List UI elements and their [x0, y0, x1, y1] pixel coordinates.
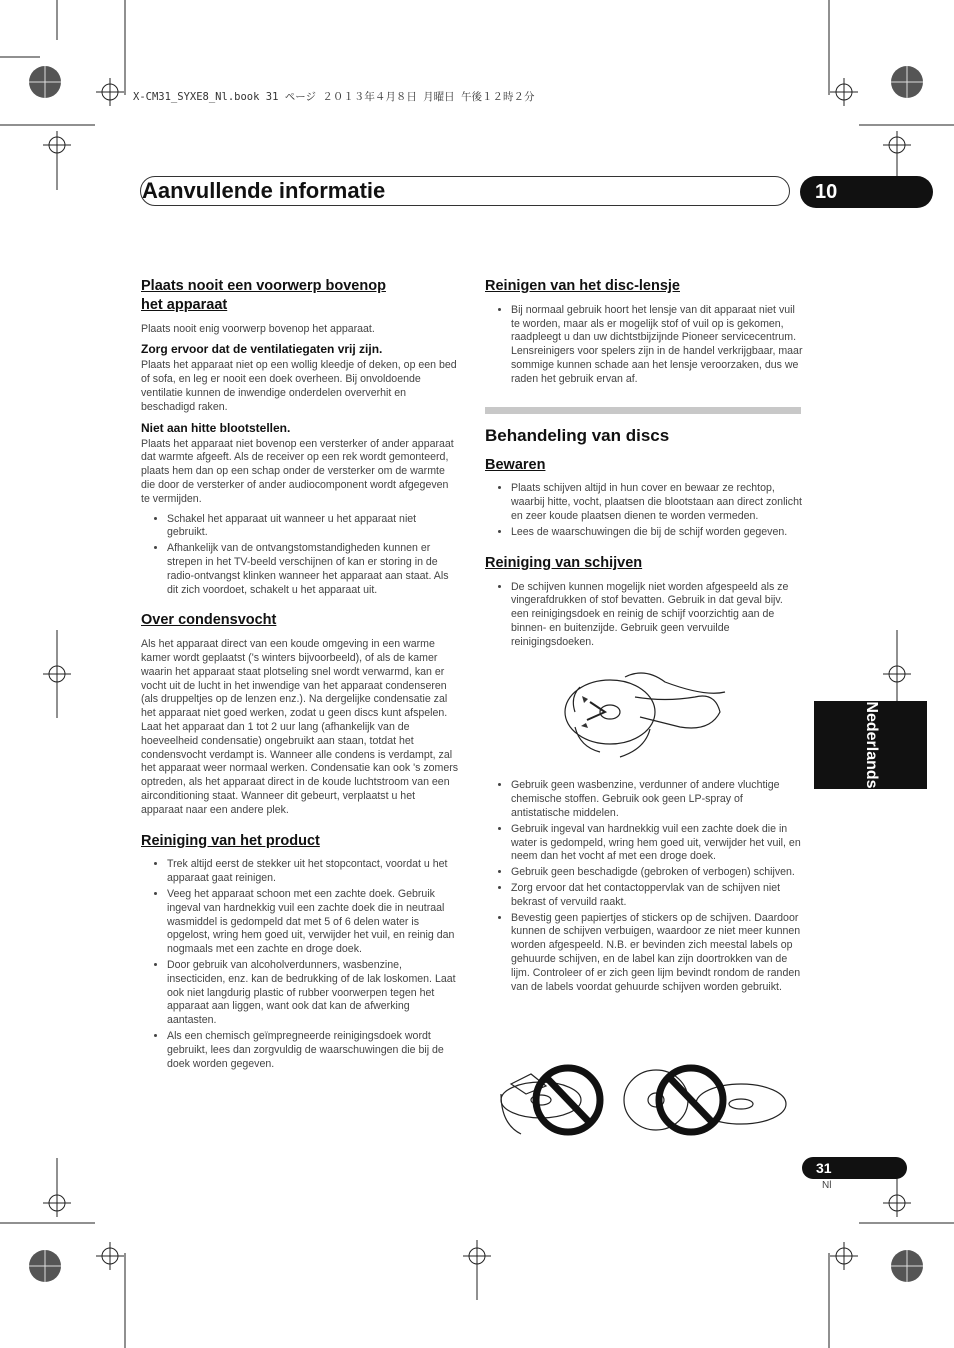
bullet-list	[485, 581, 803, 650]
list-item: • Lees de waarschuwingen die bij de schijf worden gegeven.	[511, 526, 803, 540]
list-item: • Gebruik ingeval van hardnekkig vuil een zachte doek die in water is gedompeld, wring hem goed uit, verwijder het vuil, en neem dan het vocht af met een droge doek.	[511, 823, 803, 864]
file-header: X-CM31_SYXE8_Nl.book 31 ページ ２０１３年４月８日 月曜日 午後１２時２分	[133, 91, 535, 103]
section-title-line-2: het apparaat	[141, 296, 228, 313]
paragraph: Plaats nooit enig voorwerp bovenop het apparaat.	[141, 322, 375, 335]
language-tab-label: Nederlands	[862, 701, 880, 789]
section-title-reiniging-schijven: Reiniging van schijven	[485, 554, 643, 571]
list-item: • Gebruik geen wasbenzine, verdunner of andere vluchtige chemische stoffen. Gebruik ook geen LP-spray of antistatische middelen.	[511, 779, 803, 820]
language-tab	[814, 701, 927, 789]
right-column	[485, 277, 803, 1002]
page-title: Aanvullende informatie	[142, 178, 386, 203]
list-item: • Afhankelijk van de ontvangstomstandigheden kunnen er strepen in het TV-beeld verschijnen of kan er storing in de radio-ontvangst klinken wanneer het apparaat aan staat. Als dit zich voordoet, schakelt u het apparaat uit.	[167, 542, 459, 597]
page-language: Nl	[822, 1180, 832, 1191]
section-title-reiniging-product: Reiniging van het product	[141, 832, 320, 849]
subheading-ventilatie: Zorg ervoor dat de ventilatiegaten vrij zijn.	[141, 342, 383, 357]
page-number: 31	[802, 1157, 907, 1179]
list-item: • Zorg ervoor dat het contactoppervlak van de schijven niet bekrast of vervuild raakt.	[511, 882, 803, 910]
list-item: • Plaats schijven altijd in hun cover en bewaar ze rechtop, waarbij hitte, vocht, plaatsen die blootstaan aan direct zonlicht en zeer koude plaatsen dienen te worden vermeden.	[511, 482, 803, 523]
disc-cleaning-illustration	[485, 657, 801, 769]
bullet-list	[485, 779, 803, 994]
list-item: • Veeg het apparaat schoon met een zachte doek. Gebruik ingeval van hardnekkig vuil een zachte doek die in neutraal wasmiddel is gedompeld dat met 5 of 6 delen water is opgelost, wring hem goed uit, verwijder het vuil, en reinig dan nogmaals met een zachte en droge doek.	[167, 888, 459, 957]
paragraph: Plaats het apparaat niet bovenop een versterker of ander apparaat dat warmte afgeeft. Als de receiver op een rek wordt gemonteerd, plaats hem dan op een schap onder de versterker om de warmte die door de versterker of ander audiocomponent wordt afgegeven te vermijden.	[141, 437, 454, 505]
list-item: • Schakel het apparaat uit wanneer u het apparaat niet gebruikt.	[167, 513, 459, 541]
section-title-plaats-nooit	[141, 277, 459, 315]
section-title-condensvocht: Over condensvocht	[141, 612, 277, 629]
paragraph: Als het apparaat direct van een koude omgeving in een warme kamer wordt geplaatst ('s winters bijvoorbeeld), of als de kamer waarin het apparaat staat plotseling snel wordt verwarmd, kan er vocht uit de lucht in het inwendige van het apparaat condenseren (als druppeltjes op de lenzen enz.). Na dergelijke condensatie zal het apparaat niet goed werken, zodat u geen discs kunt afspelen. Laat het apparaat dan 1 tot 2 uur lang (afhankelijk van de hoeveelheid condensatie) ongebruikt aan staan, totdat het condensvocht verdampt is. Wanneer alle condens is verdampt, zal het apparaat weer normaal werken. Condensatie kan ook 's zomers optreden, als het apparaat direct in de koude luchtstroom van een airconditioning staat. Wanneer dit gebeurt, verplaatst u het apparaat naar een andere plek.	[141, 638, 459, 816]
list-item: • De schijven kunnen mogelijk niet worden afgespeeld als ze vingerafdrukken of stof bevatten. Gebruik in dat geval bijv. een reinigingsdoek en reinig de schijf voorzichtig aan de binnen- en buitenzijde. Gebruik geen vervuilde reinigingsdoeken.	[511, 581, 803, 650]
bullet-list	[485, 482, 803, 539]
list-item: • Bevestig geen papiertjes of stickers op de schijven. Daardoor kunnen de schijven verbuigen, waardoor ze niet meer kunnen worden afgespeeld. N.B. er bevinden zich meestal labels op gehuurde schijven, en de label kan zijn doortrokken van de lijm. Controleer of er zich geen lijm bevindt rondom de randen van de labels voordat gehuurde schijven worden gebruikt.	[511, 912, 803, 995]
section-title-disc-lensje: Reinigen van het disc-lensje	[485, 278, 680, 294]
section-title-behandeling: Behandeling van discs	[485, 425, 670, 445]
paragraph: Plaats het apparaat niet op een wollig kleedje of deken, op een bed of sofa, en leg er nooit een doek overheen. Bij onvoldoende ventilatie kunnen de inwendige onderdelen oververhit en beschadigd raken.	[141, 359, 457, 413]
list-item: • Bij normaal gebruik hoort het lensje van dit apparaat niet vuil te worden, maar als er mogelijk stof of vuil op is gekomen, raadpleegt u dan uw dichtstbijzijnde Pioneer servicecentrum. Lensreinigers voor spelers zijn in de handel verkrijgbaar, maar sommige kunnen schade aan het lensje veroorzaken, dus we raden het gebruik ervan af.	[511, 304, 803, 387]
list-item: • Trek altijd eerst de stekker uit het stopcontact, voordat u het apparaat gaat reinigen.	[167, 858, 459, 886]
list-item: • Als een chemisch geïmpregneerde reinigingsdoek wordt gebruikt, lees dan zorgvuldig de waarschuwingen die bij de doek worden gegeven.	[167, 1030, 459, 1071]
bullet-list	[141, 513, 459, 598]
section-title-bewaren: Bewaren	[485, 456, 546, 473]
subheading-hitte: Niet aan hitte blootstellen.	[141, 420, 291, 435]
list-item: • Door gebruik van alcoholverdunners, wasbenzine, insecticiden, enz. kan de bedrukking of de lak loskomen. Laat ook niet langdurig plastic of rubber voorwerpen tegen het apparaat aan liggen, want ook dat kan de afwerking aantasten.	[167, 959, 459, 1028]
list-item: • Gebruik geen beschadigde (gebroken of verbogen) schijven.	[511, 866, 803, 880]
left-column	[141, 277, 459, 1079]
disc-sticker-warning-illustration	[496, 1064, 796, 1136]
section-divider	[485, 407, 801, 414]
bullet-list	[141, 858, 459, 1071]
section-title-line-1: Plaats nooit een voorwerp bovenop	[141, 278, 386, 294]
chapter-number: 10	[800, 176, 933, 208]
bullet-list	[485, 304, 803, 387]
